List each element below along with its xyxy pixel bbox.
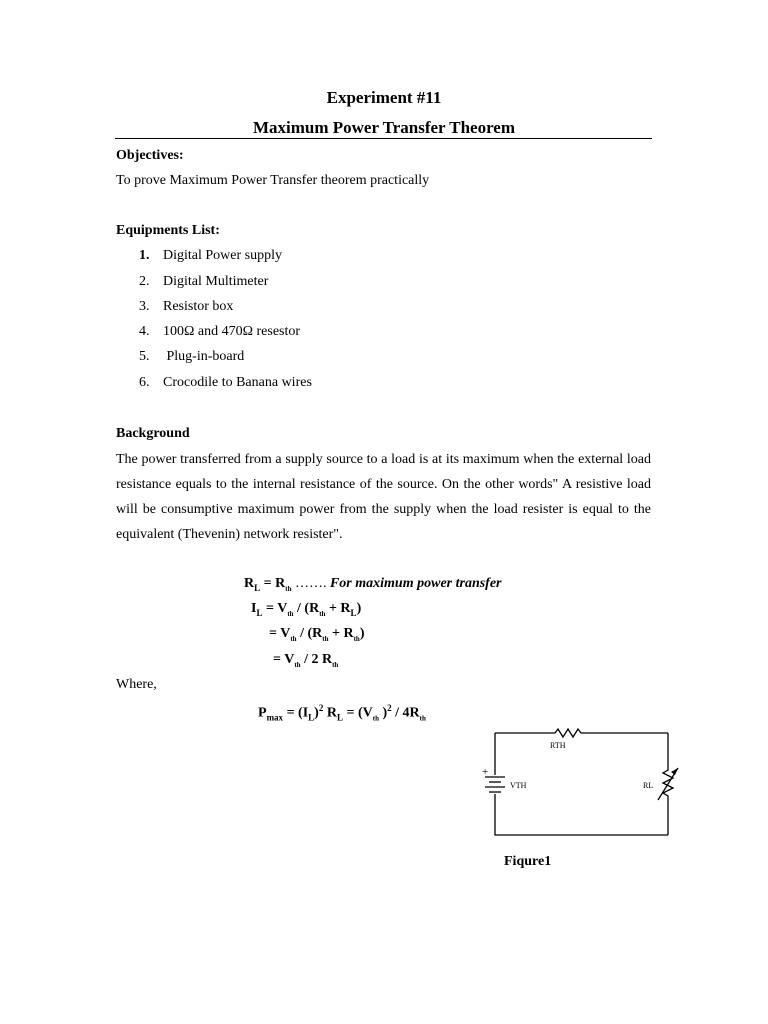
equation-rl-equals-rth: $R_L = R_{th}$ ……. For maximum power transfer xyxy=(244,576,502,593)
experiment-subtitle: Maximum Power Transfer Theorem xyxy=(252,118,516,137)
vth-label: VTH xyxy=(510,781,527,790)
list-item: 3. Resistor box xyxy=(139,299,234,314)
equation-note: For maximum power transfer xyxy=(329,576,502,591)
arrow-head-icon xyxy=(671,768,678,775)
list-item: 2. Digital Multimeter xyxy=(139,274,269,289)
equipment-heading: Equipments List: xyxy=(116,223,220,238)
objectives-heading: Objectives: xyxy=(116,148,184,163)
experiment-title: Experiment #11 xyxy=(326,88,442,107)
plus-sign: + xyxy=(482,766,489,778)
where-label: Where, xyxy=(116,677,157,692)
rth-label: RTH xyxy=(550,741,566,750)
figure-caption: Fiqure1 xyxy=(504,854,552,869)
circuit-diagram xyxy=(470,720,690,845)
list-item: 6. Crocodile to Banana wires xyxy=(139,375,312,390)
list-item: 1. Digital Power supply xyxy=(139,248,282,263)
rl-label: RL xyxy=(643,781,654,790)
equation-current-step2: = $V_{th} / (R_{th} + R_{th})$ xyxy=(269,626,365,643)
list-item: 4. 100Ω and 470Ω resestor xyxy=(139,324,301,339)
objectives-text: To prove Maximum Power Transfer theorem practically xyxy=(116,173,430,188)
rth-resistor xyxy=(495,729,668,737)
equation-current-step3: = $V_{th} / 2$ $R_{th}$ xyxy=(273,652,339,669)
background-heading: Background xyxy=(116,426,190,441)
title-divider xyxy=(115,138,652,139)
equation-pmax: $P_{max} = (I_L)^2$ $R_L = (V_{th}$ )$^2 / 4R_{th}$ xyxy=(258,703,426,723)
list-item: 5. Plug-in-board xyxy=(139,349,245,364)
equation-current: $I_L = V_{th} / (R_{th} + R_L)$ xyxy=(251,601,362,618)
left-bottom-wire xyxy=(495,794,668,835)
background-paragraph: The power transferred from a supply source to a load is at its maximum when the external load resistance equals to the internal resistance of the source. On the other words" A resistive load will be consumptive maximum power from the supply when the load resister is equal to the equivalent (Thevenin) network resister". xyxy=(116,452,651,542)
